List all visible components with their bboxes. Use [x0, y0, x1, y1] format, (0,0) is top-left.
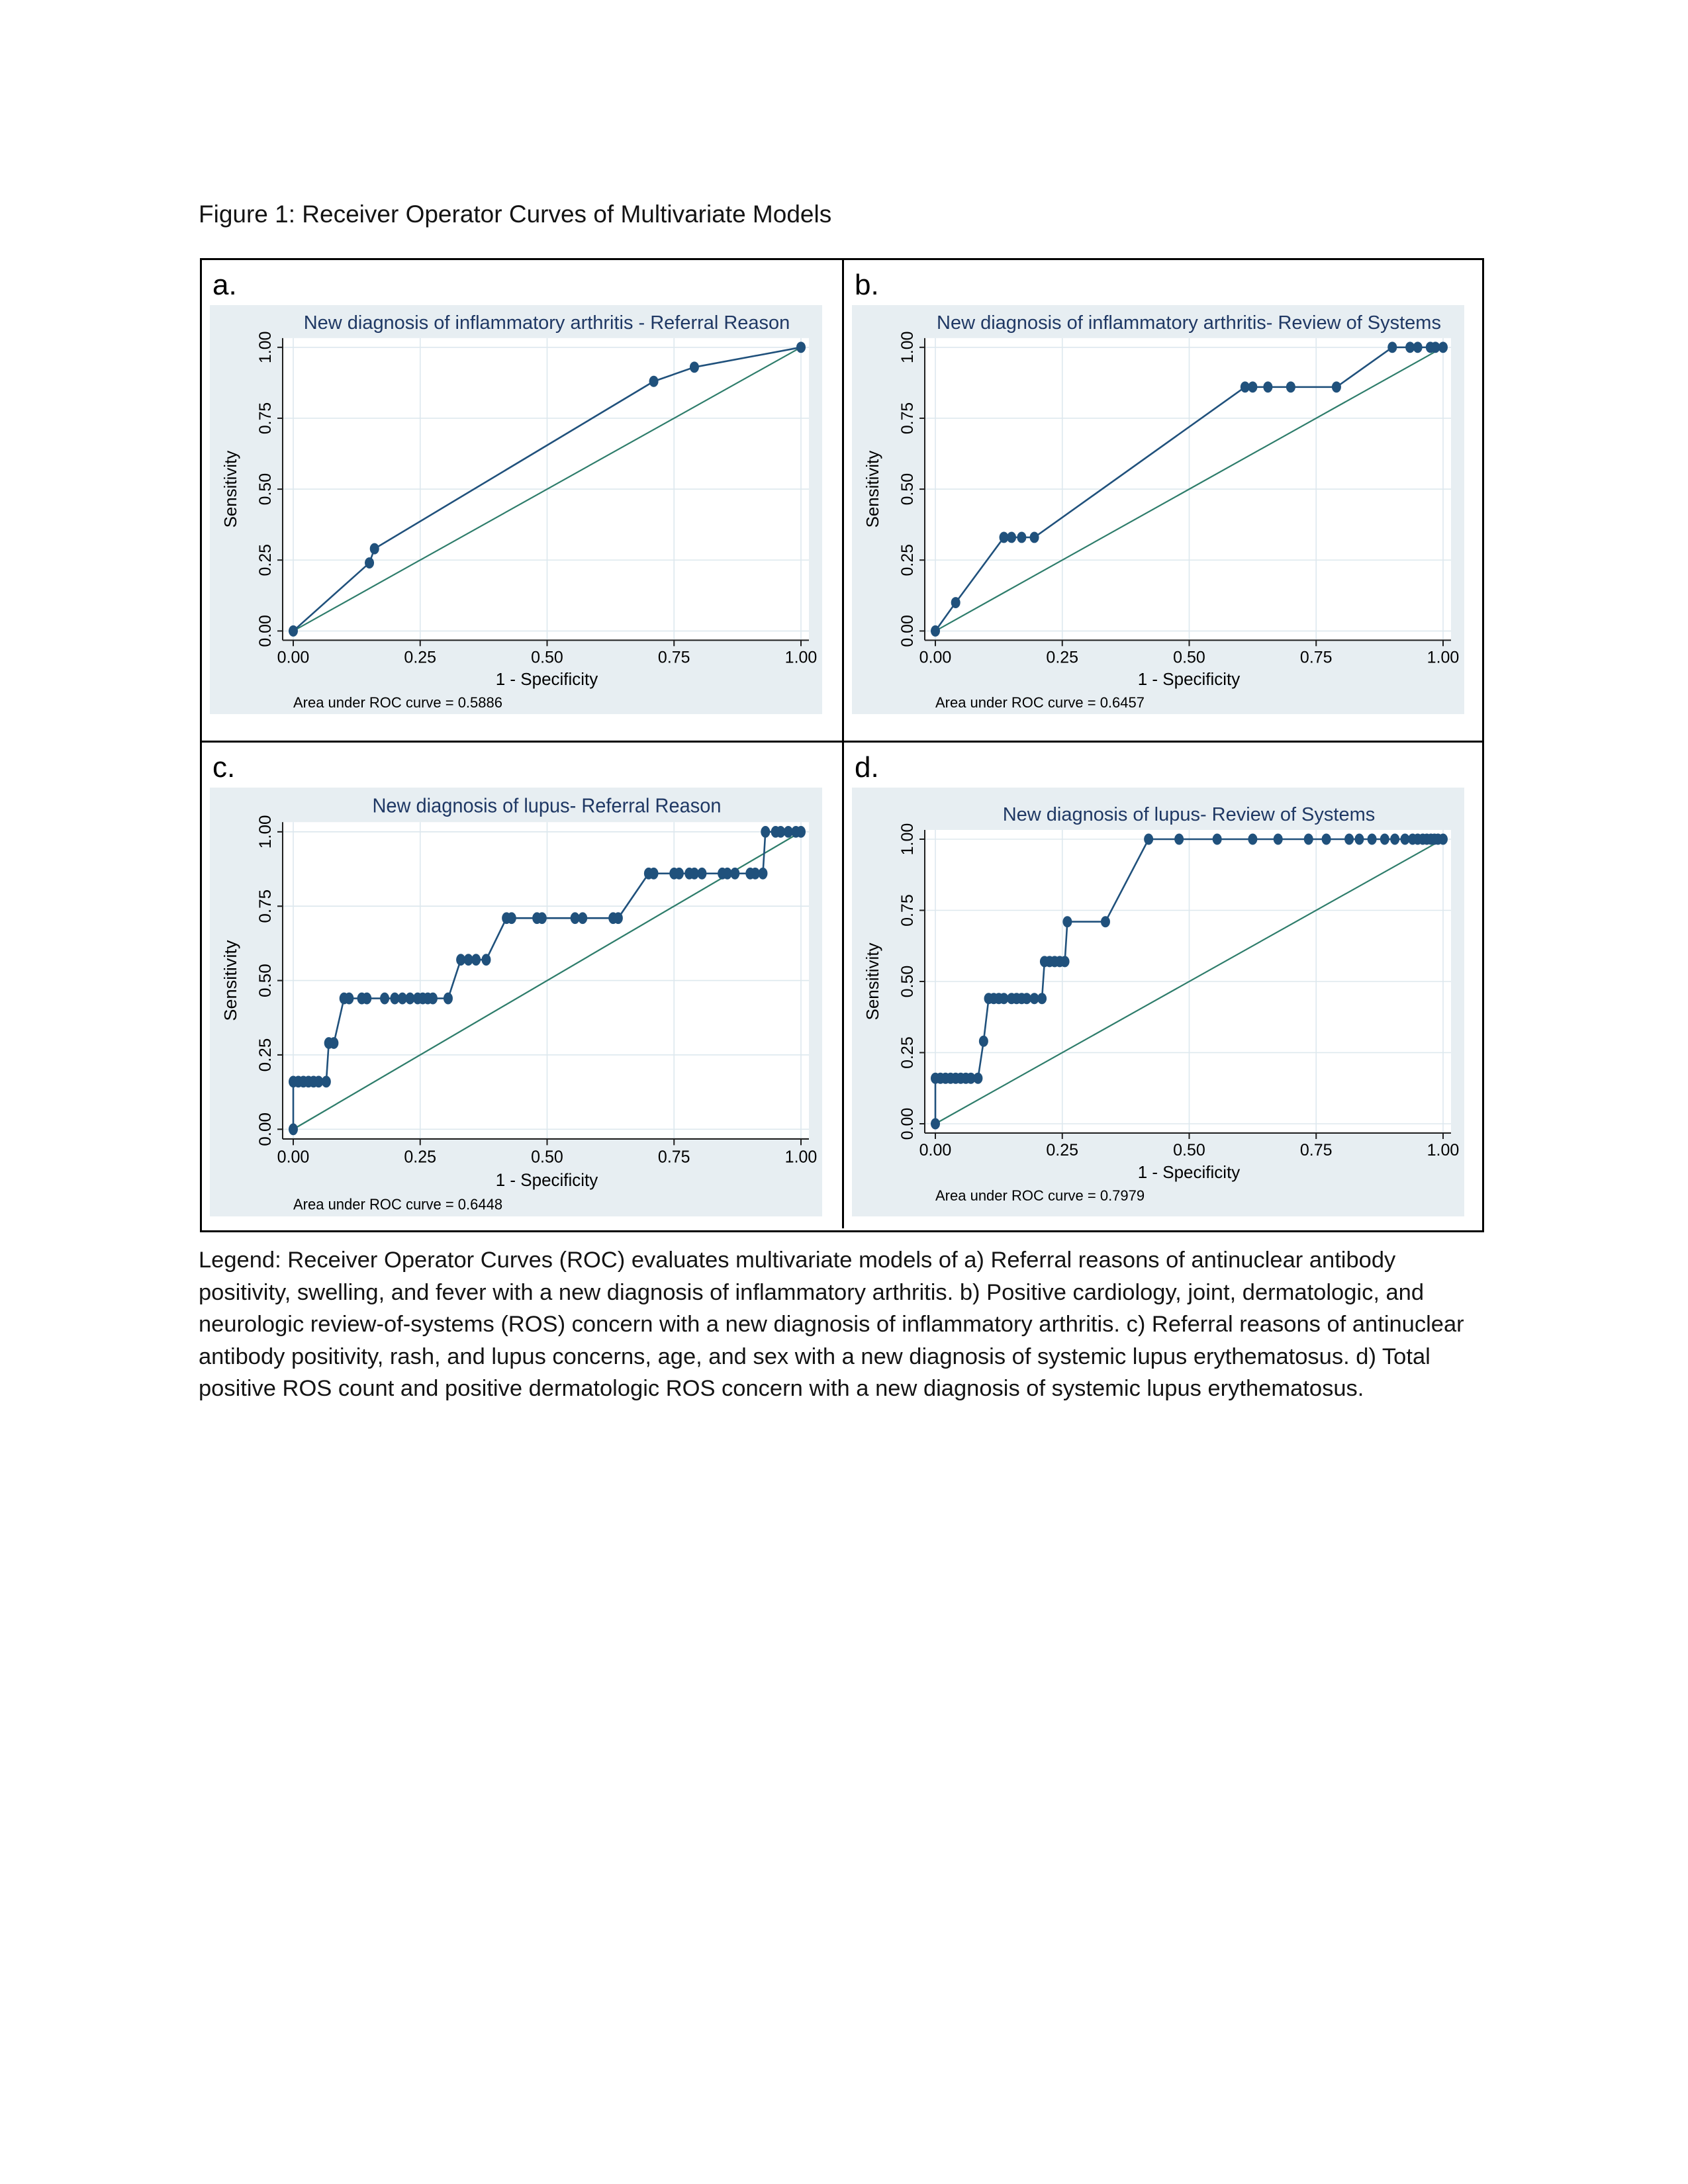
svg-text:0.00: 0.00 — [256, 1113, 275, 1147]
svg-text:Sensitivity: Sensitivity — [221, 451, 241, 528]
svg-text:0.50: 0.50 — [256, 473, 275, 506]
svg-text:Sensitivity: Sensitivity — [863, 451, 883, 528]
svg-text:0.00: 0.00 — [256, 615, 275, 648]
svg-text:0.75: 0.75 — [898, 402, 917, 435]
svg-text:1 - Specificity: 1 - Specificity — [1137, 1162, 1241, 1183]
roc-chart-c — [210, 788, 822, 1216]
figure-grid — [200, 258, 1484, 1232]
roc-chart-d — [852, 788, 1464, 1216]
svg-text:0.50: 0.50 — [898, 473, 917, 506]
svg-text:Area under ROC curve = 0.7979: Area under ROC curve = 0.7979 — [935, 1187, 1145, 1205]
svg-text:0.75: 0.75 — [256, 402, 275, 435]
svg-text:0.00: 0.00 — [898, 1108, 917, 1140]
svg-text:0.25: 0.25 — [898, 544, 917, 576]
svg-text:0.00: 0.00 — [277, 1148, 310, 1167]
panel-letter-a: a. — [212, 269, 237, 301]
panel-c — [202, 743, 844, 1228]
svg-text:0.00: 0.00 — [898, 615, 917, 648]
svg-text:1.00: 1.00 — [256, 815, 275, 849]
svg-text:New diagnosis of lupus- Referr: New diagnosis of lupus- Referral Reason — [372, 795, 722, 818]
svg-text:0.00: 0.00 — [919, 648, 952, 667]
svg-text:1 - Specificity: 1 - Specificity — [495, 670, 598, 690]
svg-text:0.25: 0.25 — [404, 648, 437, 667]
panel-a — [202, 260, 844, 743]
chart-box-d — [852, 788, 1464, 1216]
svg-text:0.75: 0.75 — [898, 894, 917, 927]
svg-text:1.00: 1.00 — [1427, 648, 1460, 667]
panel-letter-b: b. — [855, 269, 879, 301]
svg-text:0.75: 0.75 — [1299, 1141, 1333, 1160]
svg-text:1.00: 1.00 — [898, 331, 917, 364]
svg-text:0.50: 0.50 — [898, 966, 917, 998]
svg-text:0.25: 0.25 — [1046, 648, 1079, 667]
svg-text:0.75: 0.75 — [657, 1148, 690, 1167]
svg-text:1.00: 1.00 — [784, 1148, 818, 1167]
panel-letter-c: c. — [212, 751, 236, 784]
panel-letter-d: d. — [855, 751, 879, 784]
svg-text:0.00: 0.00 — [919, 1141, 952, 1160]
svg-text:Sensitivity: Sensitivity — [220, 940, 240, 1022]
svg-text:1.00: 1.00 — [898, 823, 917, 856]
svg-text:0.50: 0.50 — [256, 964, 275, 998]
svg-text:Area under ROC curve = 0.5886: Area under ROC curve = 0.5886 — [293, 694, 502, 711]
figure-legend: Legend: Receiver Operator Curves (ROC) evaluates multivariate models of a) Referral reasons of antinuclear antibody positivity, swelling, and fever with a new diagnosis of inflammatory arthritis. b) Positive cardiology, joint, dermatologic, and neurologic review-of-systems (ROS) concern with a new diagnosis of inflammatory arthritis. c) Referral reasons of antinuclear antibody positivity, rash, and lupus concerns, age, and sex with a new diagnosis of systemic lupus erythematosus. d) Total positive ROS count and positive dermatologic ROS concern with a new diagnosis of systemic lupus erythematosus. — [199, 1248, 1464, 1401]
panel-b — [844, 260, 1482, 743]
chart-box-b — [852, 305, 1464, 714]
svg-text:New diagnosis of inflammatory: New diagnosis of inflammatory arthritis- Review of Systems — [937, 312, 1441, 334]
svg-text:1.00: 1.00 — [256, 331, 275, 364]
svg-text:New diagnosis of inflammatory: New diagnosis of inflammatory arthritis - Referral Reason — [303, 312, 790, 334]
svg-text:0.25: 0.25 — [898, 1036, 917, 1069]
svg-text:0.50: 0.50 — [1173, 648, 1205, 667]
svg-text:New diagnosis of lupus- Review: New diagnosis of lupus- Review of Systems — [1002, 804, 1376, 826]
svg-text:0.50: 0.50 — [531, 648, 563, 667]
svg-text:0.25: 0.25 — [256, 544, 275, 576]
svg-text:0.50: 0.50 — [531, 1148, 563, 1167]
svg-text:0.25: 0.25 — [404, 1148, 437, 1167]
svg-text:0.75: 0.75 — [256, 889, 275, 924]
svg-text:0.00: 0.00 — [277, 648, 310, 667]
svg-text:1.00: 1.00 — [1427, 1141, 1460, 1160]
svg-text:Area under ROC curve = 0.6457: Area under ROC curve = 0.6457 — [935, 694, 1145, 711]
chart-box-a — [210, 305, 822, 714]
chart-box-c — [210, 788, 822, 1216]
svg-text:Sensitivity: Sensitivity — [863, 942, 882, 1021]
svg-text:0.75: 0.75 — [1299, 648, 1333, 667]
svg-text:0.75: 0.75 — [657, 648, 690, 667]
panel-d — [844, 743, 1482, 1228]
roc-chart-b — [852, 305, 1464, 714]
figure-title: Figure 1: Receiver Operator Curves of Multivariate Models — [199, 201, 832, 228]
svg-text:Area under ROC curve = 0.6448: Area under ROC curve = 0.6448 — [293, 1196, 503, 1214]
svg-text:0.50: 0.50 — [1173, 1141, 1205, 1160]
svg-text:0.25: 0.25 — [1046, 1141, 1079, 1160]
svg-text:1 - Specificity: 1 - Specificity — [1137, 670, 1241, 690]
svg-text:0.25: 0.25 — [256, 1038, 275, 1072]
svg-text:1 - Specificity: 1 - Specificity — [495, 1169, 598, 1191]
roc-chart-a — [210, 305, 822, 714]
svg-text:1.00: 1.00 — [784, 648, 818, 667]
